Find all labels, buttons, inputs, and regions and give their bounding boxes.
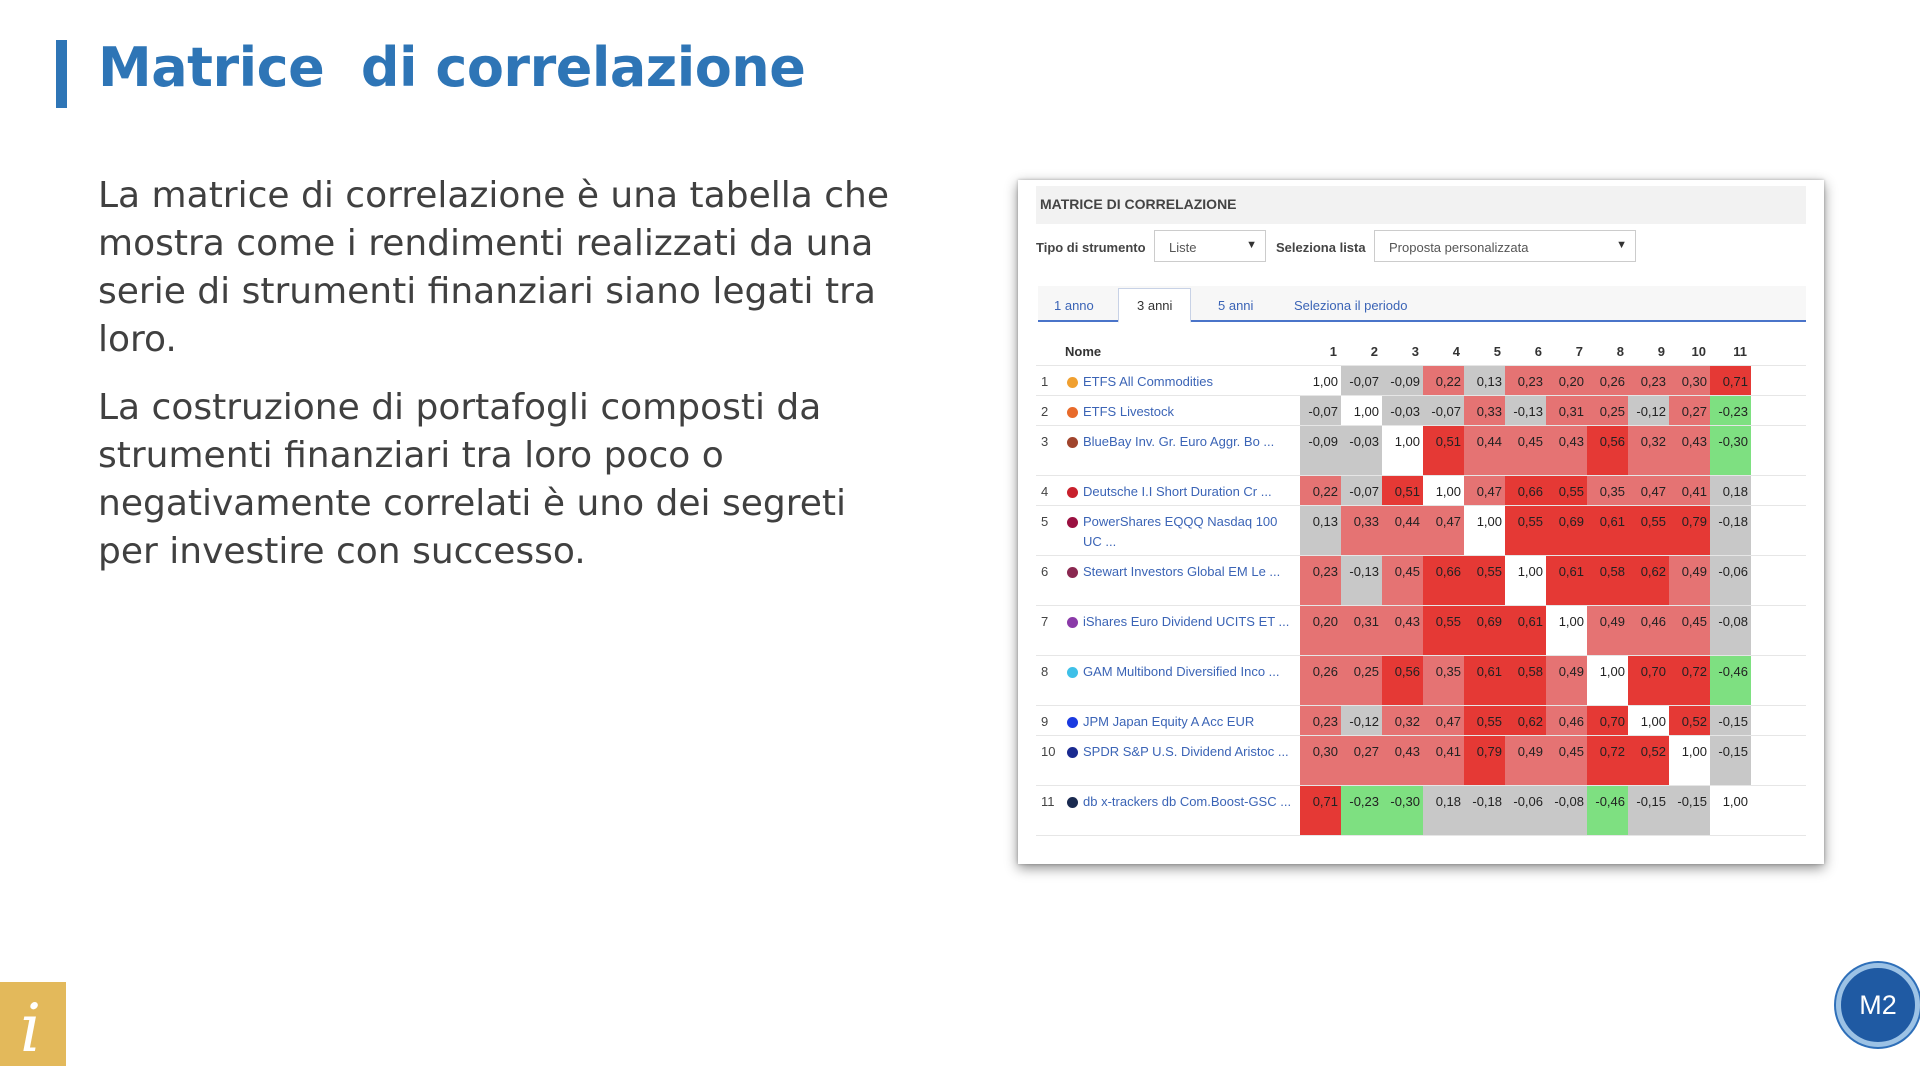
- correlation-cell: 0,49: [1669, 556, 1710, 605]
- correlation-cell: -0,46: [1587, 786, 1628, 835]
- column-header: 9: [1657, 344, 1665, 359]
- correlation-cell: 0,41: [1669, 476, 1710, 505]
- row-index: 5: [1041, 514, 1049, 529]
- correlation-cell: -0,12: [1341, 706, 1382, 735]
- period-tabs: [1038, 286, 1806, 322]
- chevron-down-icon: ▼: [1246, 239, 1257, 251]
- matrix-row: [1036, 476, 1806, 506]
- correlation-cell: 0,61: [1464, 656, 1505, 705]
- correlation-cell: 1,00: [1341, 396, 1382, 425]
- correlation-cell: 1,00: [1300, 366, 1341, 395]
- slide-body: [98, 172, 898, 596]
- body-paragraph-2: La costruzione di portafogli composti da strumenti finanziari tra loro poco o negativamente correlati è uno dei segreti per investire con successo.: [98, 387, 847, 572]
- correlation-cell: 0,44: [1464, 426, 1505, 475]
- correlation-cell: 0,51: [1382, 476, 1423, 505]
- correlation-cell: 0,43: [1382, 736, 1423, 785]
- correlation-cell: 0,52: [1628, 736, 1669, 785]
- correlation-cell: 0,71: [1300, 786, 1341, 835]
- correlation-cell: 0,58: [1505, 656, 1546, 705]
- instrument-name-link[interactable]: iShares Euro Dividend UCITS ET ...: [1083, 614, 1290, 629]
- correlation-cell: 0,79: [1669, 506, 1710, 555]
- correlation-cell: 0,45: [1382, 556, 1423, 605]
- column-header: 2: [1370, 344, 1378, 359]
- column-header: 4: [1452, 344, 1460, 359]
- matrix-row: [1036, 426, 1806, 476]
- widget-title: MATRICE DI CORRELAZIONE: [1036, 186, 1806, 224]
- row-index: 11: [1041, 794, 1055, 809]
- correlation-cell: -0,12: [1628, 396, 1669, 425]
- instrument-color-dot-icon: [1067, 617, 1078, 628]
- correlation-cell: 0,79: [1464, 736, 1505, 785]
- correlation-cell: 0,72: [1669, 656, 1710, 705]
- correlation-cell: 1,00: [1710, 786, 1751, 835]
- matrix-row: [1036, 786, 1806, 836]
- logo-text: M2: [1859, 990, 1897, 1020]
- correlation-cell: 0,23: [1300, 556, 1341, 605]
- column-header: 3: [1411, 344, 1419, 359]
- correlation-cell: 0,18: [1710, 476, 1751, 505]
- correlation-cell: 0,43: [1546, 426, 1587, 475]
- correlation-matrix-screenshot: [1018, 180, 1824, 864]
- instrument-name-link[interactable]: BlueBay Inv. Gr. Euro Aggr. Bo ...: [1083, 434, 1275, 449]
- instrument-type-value: Liste: [1169, 240, 1197, 255]
- matrix-row: [1036, 606, 1806, 656]
- correlation-cell: -0,15: [1710, 736, 1751, 785]
- correlation-cell: 1,00: [1546, 606, 1587, 655]
- body-paragraph-1: La matrice di correlazione è una tabella che mostra come i rendimenti realizzati da una serie di strumenti finanziari siano legati tra loro.: [98, 175, 889, 360]
- correlation-cell: 0,26: [1587, 366, 1628, 395]
- correlation-cell: 0,47: [1628, 476, 1669, 505]
- correlation-cell: 0,23: [1505, 366, 1546, 395]
- row-index: 10: [1041, 744, 1056, 759]
- list-select[interactable]: [1374, 230, 1636, 262]
- correlation-cell: 0,45: [1669, 606, 1710, 655]
- correlation-cell: 0,55: [1546, 476, 1587, 505]
- instrument-color-dot-icon: [1067, 517, 1078, 528]
- correlation-cell: 0,66: [1423, 556, 1464, 605]
- correlation-cell: 0,62: [1628, 556, 1669, 605]
- correlation-cell: 1,00: [1464, 506, 1505, 555]
- correlation-cell: 0,47: [1423, 506, 1464, 555]
- correlation-cell: 0,13: [1300, 506, 1341, 555]
- correlation-cell: 0,52: [1669, 706, 1710, 735]
- correlation-cell: 0,55: [1628, 506, 1669, 555]
- correlation-cell: 0,31: [1546, 396, 1587, 425]
- row-index: 8: [1041, 664, 1049, 679]
- correlation-cell: 0,31: [1341, 606, 1382, 655]
- tab-1-anno[interactable]: 1 anno: [1054, 298, 1094, 313]
- correlation-cell: 0,35: [1423, 656, 1464, 705]
- correlation-cell: 0,32: [1382, 706, 1423, 735]
- info-icon: i: [20, 990, 42, 1067]
- matrix-row: [1036, 366, 1806, 396]
- correlation-cell: 0,22: [1300, 476, 1341, 505]
- correlation-cell: -0,08: [1546, 786, 1587, 835]
- correlation-cell: 0,27: [1341, 736, 1382, 785]
- correlation-cell: 0,61: [1505, 606, 1546, 655]
- column-header: 11: [1733, 344, 1747, 359]
- correlation-cell: -0,13: [1341, 556, 1382, 605]
- correlation-cell: 0,44: [1382, 506, 1423, 555]
- instrument-color-dot-icon: [1067, 747, 1078, 758]
- correlation-cell: -0,07: [1300, 396, 1341, 425]
- column-header: 10: [1691, 344, 1706, 359]
- instrument-color-dot-icon: [1067, 567, 1078, 578]
- correlation-cell: -0,09: [1300, 426, 1341, 475]
- correlation-cell: 0,72: [1587, 736, 1628, 785]
- correlation-cell: 0,55: [1464, 706, 1505, 735]
- correlation-cell: 0,30: [1300, 736, 1341, 785]
- instrument-name-link[interactable]: ETFS Livestock: [1083, 404, 1175, 419]
- correlation-cell: -0,07: [1423, 396, 1464, 425]
- correlation-cell: 1,00: [1628, 706, 1669, 735]
- correlation-cell: 0,26: [1300, 656, 1341, 705]
- correlation-cell: 0,49: [1587, 606, 1628, 655]
- column-header: 1: [1329, 344, 1337, 359]
- correlation-cell: 0,71: [1710, 366, 1751, 395]
- correlation-cell: 0,49: [1546, 656, 1587, 705]
- row-index: 9: [1041, 714, 1049, 729]
- matrix-row: [1036, 556, 1806, 606]
- correlation-cell: -0,23: [1341, 786, 1382, 835]
- matrix-row: [1036, 656, 1806, 706]
- correlation-cell: 0,70: [1587, 706, 1628, 735]
- instrument-color-dot-icon: [1067, 717, 1078, 728]
- correlation-cell: 0,33: [1464, 396, 1505, 425]
- correlation-cell: -0,46: [1710, 656, 1751, 705]
- correlation-cell: -0,18: [1464, 786, 1505, 835]
- instrument-name-link[interactable]: Deutsche I.I Short Duration Cr ...: [1083, 484, 1272, 499]
- correlation-cell: -0,13: [1505, 396, 1546, 425]
- correlation-cell: 0,47: [1464, 476, 1505, 505]
- correlation-cell: 0,62: [1505, 706, 1546, 735]
- instrument-color-dot-icon: [1067, 407, 1078, 418]
- correlation-cell: 0,70: [1628, 656, 1669, 705]
- matrix-row: [1036, 736, 1806, 786]
- matrix-row: [1036, 506, 1806, 556]
- correlation-cell: 0,35: [1587, 476, 1628, 505]
- matrix-header-row: [1036, 338, 1806, 366]
- instrument-name-link[interactable]: SPDR S&P U.S. Dividend Aristoc ...: [1083, 744, 1289, 759]
- correlation-cell: -0,07: [1341, 476, 1382, 505]
- correlation-cell: 0,55: [1464, 556, 1505, 605]
- instrument-name-link[interactable]: PowerShares EQQQ Nasdaq 100 UC ...: [1083, 514, 1278, 549]
- correlation-cell: 0,47: [1423, 706, 1464, 735]
- correlation-cell: 0,41: [1423, 736, 1464, 785]
- correlation-cell: 0,25: [1341, 656, 1382, 705]
- slide-title: Matrice di correlazione: [98, 36, 806, 99]
- correlation-cell: -0,07: [1341, 366, 1382, 395]
- correlation-cell: 0,30: [1669, 366, 1710, 395]
- instrument-name-link[interactable]: JPM Japan Equity A Acc EUR: [1083, 714, 1255, 729]
- chevron-down-icon: ▼: [1616, 239, 1627, 251]
- instrument-name-link[interactable]: db x-trackers db Com.Boost-GSC ...: [1083, 794, 1292, 809]
- row-index: 1: [1041, 374, 1049, 389]
- correlation-cell: 0,56: [1382, 656, 1423, 705]
- correlation-cell: 0,61: [1546, 556, 1587, 605]
- correlation-cell: 0,55: [1505, 506, 1546, 555]
- correlation-cell: 1,00: [1669, 736, 1710, 785]
- tab-3-anni[interactable]: 3 anni: [1118, 288, 1191, 323]
- correlation-cell: 0,32: [1628, 426, 1669, 475]
- correlation-cell: -0,03: [1341, 426, 1382, 475]
- correlation-cell: 0,20: [1546, 366, 1587, 395]
- correlation-cell: 0,33: [1341, 506, 1382, 555]
- instrument-color-dot-icon: [1067, 667, 1078, 678]
- correlation-cell: -0,30: [1710, 426, 1751, 475]
- correlation-cell: -0,23: [1710, 396, 1751, 425]
- column-header: 8: [1616, 344, 1624, 359]
- correlation-cell: -0,08: [1710, 606, 1751, 655]
- correlation-cell: 0,43: [1382, 606, 1423, 655]
- correlation-cell: -0,18: [1710, 506, 1751, 555]
- row-index: 2: [1041, 404, 1049, 419]
- row-index: 7: [1041, 614, 1049, 629]
- column-header: 5: [1493, 344, 1501, 359]
- correlation-cell: -0,15: [1669, 786, 1710, 835]
- instrument-name-link[interactable]: GAM Multibond Diversified Inco ...: [1083, 664, 1280, 679]
- correlation-cell: 0,49: [1505, 736, 1546, 785]
- correlation-cell: -0,15: [1628, 786, 1669, 835]
- correlation-cell: -0,09: [1382, 366, 1423, 395]
- correlation-cell: 1,00: [1587, 656, 1628, 705]
- instrument-name-link[interactable]: Stewart Investors Global EM Le ...: [1083, 564, 1281, 579]
- correlation-cell: 0,43: [1669, 426, 1710, 475]
- correlation-cell: 0,18: [1423, 786, 1464, 835]
- info-button[interactable]: [0, 982, 66, 1066]
- correlation-cell: 0,13: [1464, 366, 1505, 395]
- title-accent-bar: [56, 40, 67, 108]
- correlation-cell: 0,55: [1423, 606, 1464, 655]
- correlation-cell: 0,46: [1628, 606, 1669, 655]
- tab-5-anni[interactable]: 5 anni: [1218, 298, 1254, 313]
- correlation-cell: 0,45: [1505, 426, 1546, 475]
- instrument-type-label: Tipo di strumento: [1036, 240, 1146, 255]
- list-select-label: Seleziona lista: [1276, 240, 1366, 255]
- correlation-cell: 1,00: [1382, 426, 1423, 475]
- column-header: 6: [1534, 344, 1542, 359]
- correlation-cell: -0,06: [1710, 556, 1751, 605]
- list-select-value: Proposta personalizzata: [1389, 240, 1529, 255]
- correlation-cell: 0,61: [1587, 506, 1628, 555]
- correlation-cell: 1,00: [1505, 556, 1546, 605]
- correlation-cell: 0,25: [1587, 396, 1628, 425]
- m2-logo: [1836, 963, 1920, 1047]
- tab-seleziona-periodo[interactable]: Seleziona il periodo: [1294, 298, 1408, 313]
- correlation-cell: 0,46: [1546, 706, 1587, 735]
- instrument-color-dot-icon: [1067, 797, 1078, 808]
- instrument-name-link[interactable]: ETFS All Commodities: [1083, 374, 1214, 389]
- correlation-cell: -0,30: [1382, 786, 1423, 835]
- row-index: 3: [1041, 434, 1049, 449]
- correlation-cell: 0,23: [1628, 366, 1669, 395]
- correlation-cell: 0,56: [1587, 426, 1628, 475]
- column-header: 7: [1575, 344, 1583, 359]
- row-index: 6: [1041, 564, 1049, 579]
- correlation-cell: 0,66: [1505, 476, 1546, 505]
- column-header-name: Nome: [1065, 344, 1102, 359]
- instrument-type-select[interactable]: [1154, 230, 1266, 262]
- correlation-cell: -0,15: [1710, 706, 1751, 735]
- correlation-cell: -0,03: [1382, 396, 1423, 425]
- instrument-color-dot-icon: [1067, 377, 1078, 388]
- correlation-cell: 0,69: [1546, 506, 1587, 555]
- correlation-cell: 0,69: [1464, 606, 1505, 655]
- matrix-row: [1036, 706, 1806, 736]
- matrix-row: [1036, 396, 1806, 426]
- correlation-cell: 1,00: [1423, 476, 1464, 505]
- correlation-matrix-table: [1036, 338, 1806, 836]
- correlation-cell: 0,22: [1423, 366, 1464, 395]
- correlation-cell: 0,58: [1587, 556, 1628, 605]
- correlation-cell: 0,27: [1669, 396, 1710, 425]
- correlation-cell: 0,23: [1300, 706, 1341, 735]
- correlation-cell: 0,20: [1300, 606, 1341, 655]
- instrument-color-dot-icon: [1067, 437, 1078, 448]
- correlation-cell: 0,51: [1423, 426, 1464, 475]
- row-index: 4: [1041, 484, 1049, 499]
- correlation-cell: 0,45: [1546, 736, 1587, 785]
- instrument-color-dot-icon: [1067, 487, 1078, 498]
- correlation-cell: -0,06: [1505, 786, 1546, 835]
